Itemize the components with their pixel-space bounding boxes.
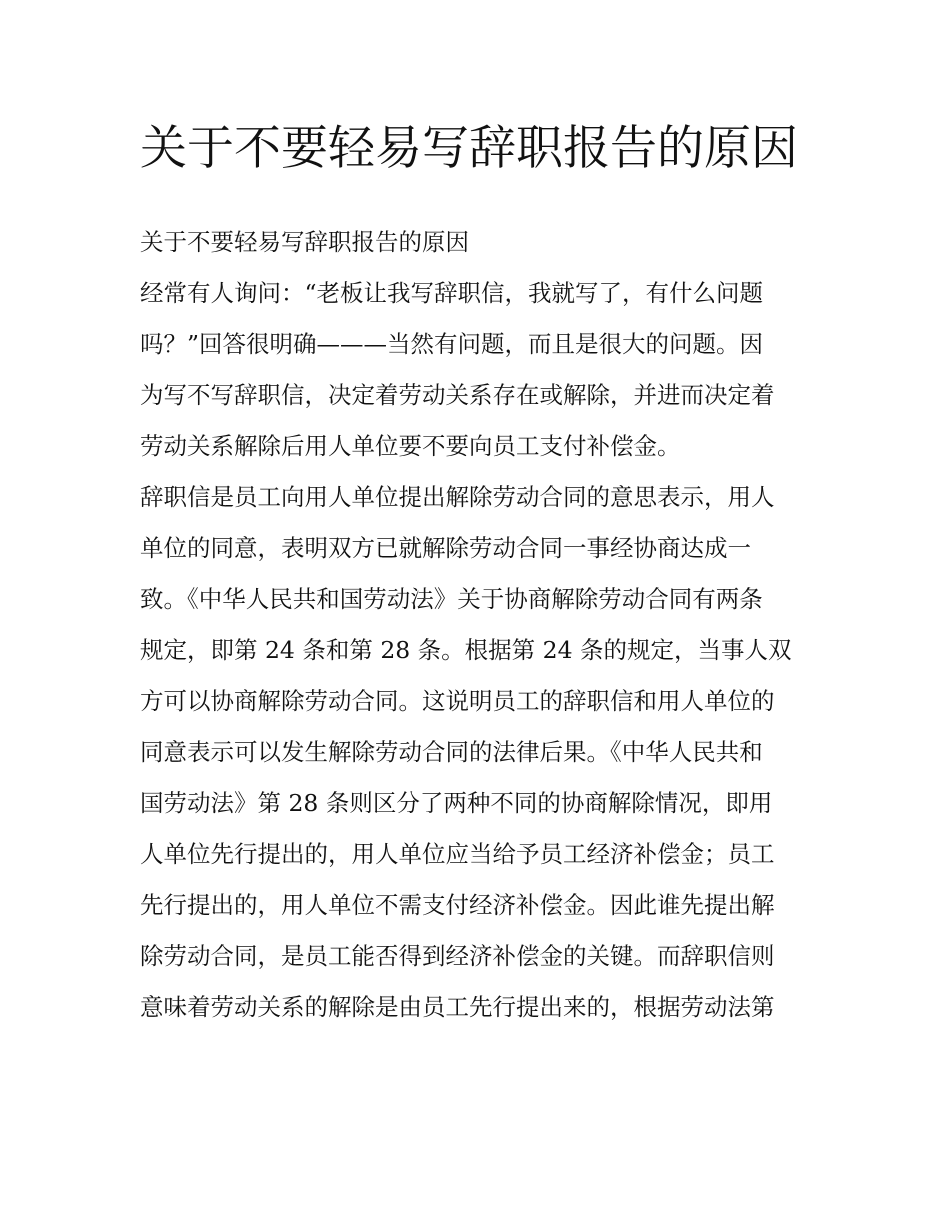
paragraph-line: 国劳动法》第 28 条则区分了两种不同的协商解除情况，即用 <box>140 789 773 817</box>
paragraph-line: 先行提出的，用人单位不需支付经济补偿金。因此谁先提出解 <box>140 891 775 919</box>
document-body <box>140 268 812 1033</box>
paragraph-line: 人单位先行提出的，用人单位应当给予员工经济补偿金；员工 <box>140 840 775 868</box>
paragraph-line: 规定，即第 24 条和第 28 条。根据第 24 条的规定，当事人双 <box>140 636 792 664</box>
document-title: 关于不要轻易写辞职报告的原因 <box>140 121 798 176</box>
paragraph-line: 劳动关系解除后用人单位要不要向员工支付补偿金。 <box>140 432 681 460</box>
paragraph-line: 为写不写辞职信，决定着劳动关系存在或解除，并进而决定着 <box>140 381 775 409</box>
paragraph-line: 除劳动合同，是员工能否得到经济补偿金的关键。而辞职信则 <box>140 942 775 970</box>
paragraph-line: 方可以协商解除劳动合同。这说明员工的辞职信和用人单位的 <box>140 687 775 715</box>
document-subtitle: 关于不要轻易写辞职报告的原因 <box>140 228 469 256</box>
paragraph-line: 经常有人询问：“老板让我写辞职信，我就写了，有什么问题 <box>140 279 764 307</box>
paragraph-line: 意味着劳动关系的解除是由员工先行提出来的，根据劳动法第 <box>140 993 775 1021</box>
paragraph-line: 单位的同意，表明双方已就解除劳动合同一事经协商达成一 <box>140 534 751 562</box>
paragraph-line: 辞职信是员工向用人单位提出解除劳动合同的意思表示，用人 <box>140 483 775 511</box>
paragraph-line: 同意表示可以发生解除劳动合同的法律后果。《中华人民共和 <box>140 738 763 766</box>
document-page <box>140 110 812 1033</box>
paragraph-line: 吗？”回答很明确———当然有问题，而且是很大的问题。因 <box>140 330 764 358</box>
paragraph-line: 致。《中华人民共和国劳动法》关于协商解除劳动合同有两条 <box>140 585 763 613</box>
